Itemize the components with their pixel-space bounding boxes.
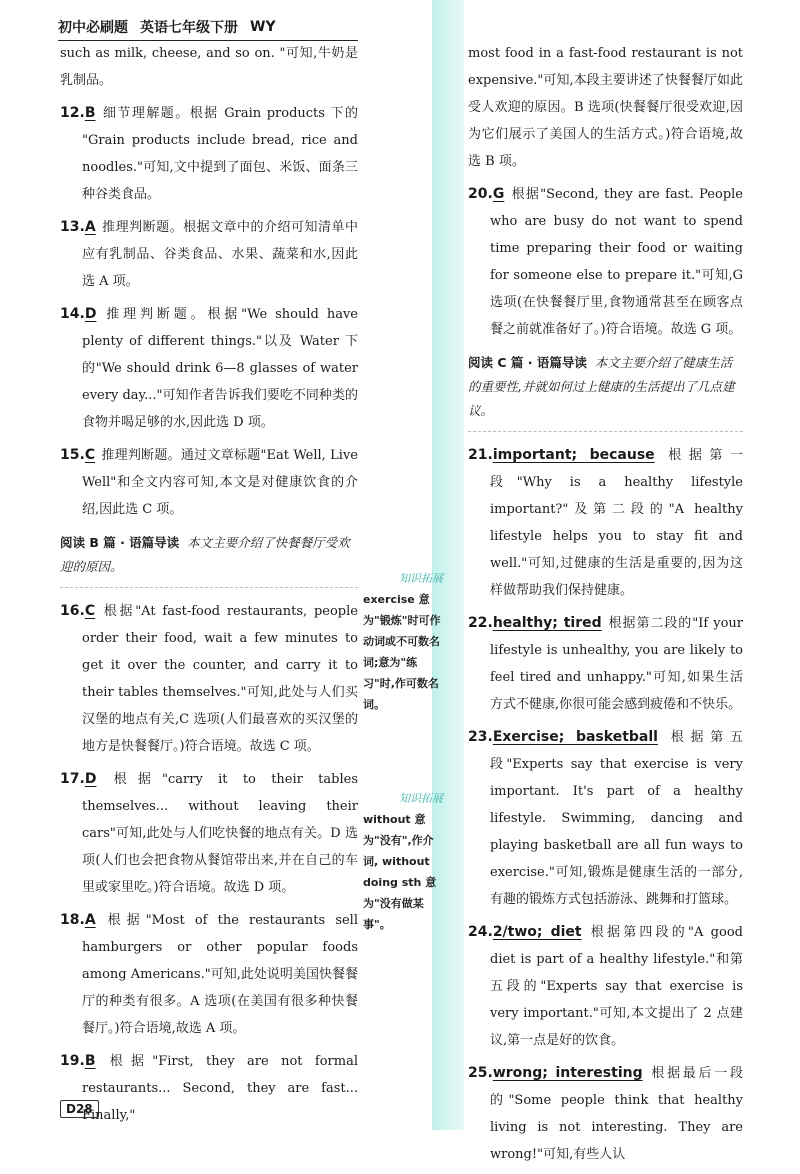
explanation: 根据第四段的"A good diet is part of a healthy lifestyle."和第五段的"Experts say that exercise is very important."可知,本文提出了 2 点建议,第一点是好的饮食。 — [490, 925, 743, 1048]
margin-sidebar — [432, 0, 464, 1130]
answer-key: A — [84, 219, 96, 235]
header-edition: WY — [250, 19, 276, 35]
answer-17: 17.D 根据"carry it to their tables themselves... without leaving their cars"可知,此处与人们吃快餐的地点有关。D 选项(人们也会把食物从餐馆带出来,并在自己的车里或家里吃。)符合语境。故选 D 项。 — [60, 771, 358, 895]
knowledge-note-exercise — [363, 568, 443, 715]
header-subject: 英语七年级下册 — [140, 20, 238, 36]
note-text: without 意为"没有",作介词, without doing sth 意为"没有做某事"。 — [363, 813, 437, 931]
explanation: 根据第二段的"If your lifestyle is unhealthy, you are likely to feel tired and unhappy."可知,如果生活方式不健康,你很可能会感到疲倦和不快乐。 — [490, 616, 743, 712]
answer-16: 16.C 根据"At fast-food restaurants, people order their food, wait a few minutes to get it over the counter, and carry it to their tables themselves."可知,此处与人们买汉堡的地点有关,C 选项(人们最喜欢的买汉堡的地方是快餐餐厅。)符合语境。故选 C 项。 — [60, 603, 358, 754]
answer-key: D — [84, 306, 97, 322]
right-column — [468, 40, 743, 1174]
answer-20: 20.G 根据"Second, they are fast. People who are busy do not want to spend time preparing their food or waiting for someone else to prepare it."可知,G 选项(在快餐餐厅里,食物通常甚至在顾客点餐之前就准备好了。)符合语境。故选 G 项。 — [468, 186, 743, 337]
answer-key: B — [84, 105, 96, 121]
answer-key: important; because — [492, 447, 655, 463]
page-header — [58, 14, 358, 41]
explanation: 根据第五段"Experts say that exercise is very important. It's part of a healthy lifestyle. Swimming, dancing and playing basketball are all fun ways to exercise."可知,锻炼是健康生活的一部分,有趣的锻炼方式包括游泳、跳舞和打篮球。 — [490, 730, 743, 907]
explanation: 根据"First, they are not formal restaurants... Second, they are fast... Finally," — [82, 1054, 358, 1123]
note-title: 知识拓展 — [399, 792, 443, 805]
answer-12: 12.B 细节理解题。根据 Grain products 下的 "Grain products include bread, rice and noodles."可知,文中提到了面包、米饭、面条三种谷类食品。 — [60, 105, 358, 202]
left-column — [60, 40, 358, 1135]
explanation: 推理判断题。根据文章中的介绍可知清单中应有乳制品、谷类食品、水果、蔬菜和水,因此选 A 项。 — [82, 220, 358, 289]
answer-key: Exercise; basketball — [492, 729, 658, 745]
reading-guide-b: 阅读 B 篇 · 语篇导读 本文主要介绍了快餐餐厅受欢迎的原因。 — [60, 531, 358, 588]
explanation: 细节理解题。根据 Grain products 下的 "Grain products include bread, rice and noodles."可知,文中提到了面包、米饭、面条三种谷类食品。 — [82, 106, 358, 202]
answer-23: 23.Exercise; basketball 根据第五段"Experts say that exercise is very important. It's part of a healthy lifestyle. Swimming, dancing and playing basketball are all fun ways to exercise."可知,锻炼是健康生活的一部分,有趣的锻炼方式包括游泳、跳舞和打篮球。 — [468, 729, 743, 907]
answer-13: 13.A 推理判断题。根据文章中的介绍可知清单中应有乳制品、谷类食品、水果、蔬菜和水,因此选 A 项。 — [60, 219, 358, 289]
answer-key: C — [84, 603, 96, 619]
explanation: 推理判断题。根据"We should have plenty of different things."以及 Water 下的"We should drink 6—8 glasses of water every day..."可知作者告诉我们要吃不同种类的食物并喝足够的水,因此选 D 项。 — [82, 307, 358, 430]
knowledge-note-without — [363, 788, 443, 935]
explanation: 根据第一段"Why is a healthy lifestyle important?"及第二段的"A healthy lifestyle helps you to stay fit and well."可知,过健康的生活是重要的,因为这样做帮助我们保持健康。 — [490, 448, 743, 598]
continued-text: such as milk, cheese, and so on. "可知,牛奶是乳制品。 — [60, 46, 358, 88]
explanation: 根据"carry it to their tables themselves... without leaving their cars"可知,此处与人们吃快餐的地点有关。D 选项(人们也会把食物从餐馆带出来,并在自己的车里或家里吃。)符合语境。故选 D 项。 — [82, 772, 358, 895]
explanation: 根据"Most of the restaurants sell hamburgers or other popular foods among Americans."可知,此处说明美国快餐餐厅的种类有很多。A 选项(在美国有很多种快餐餐厅。)符合语境,故选 A 项。 — [82, 913, 358, 1036]
reading-guide-c: 阅读 C 篇 · 语篇导读 本文主要介绍了健康生活的重要性,并就如何过上健康的生活提出了几点建议。 — [468, 351, 743, 432]
answer-key: G — [492, 186, 505, 202]
note-text: exercise 意为"锻炼"时可作动词或不可数名词;意为"练习"时,作可数名词。 — [363, 593, 441, 711]
answer-key: 2/two; diet — [492, 924, 582, 940]
explanation: 推理判断题。通过文章标题"Eat Well, Live Well"和全文内容可知,本文是对健康饮食的介绍,因此选 C 项。 — [82, 448, 358, 517]
answer-22: 22.healthy; tired 根据第二段的"If your lifestyle is unhealthy, you are likely to feel tired and unhappy."可知,如果生活方式不健康,你很可能会感到疲倦和不快乐。 — [468, 615, 743, 712]
page-number: D28 — [60, 1100, 99, 1118]
answer-25: 25.wrong; interesting 根据最后一段的"Some people think that healthy living is not interesting. They are wrong!"可知,有些人认 — [468, 1065, 743, 1162]
answer-19: 19.B 根据"First, they are not formal restaurants... Second, they are fast... Finally," — [60, 1053, 358, 1123]
answer-15: 15.C 推理判断题。通过文章标题"Eat Well, Live Well"和全文内容可知,本文是对健康饮食的介绍,因此选 C 项。 — [60, 447, 358, 517]
explanation: 根据"At fast-food restaurants, people order their food, wait a few minutes to get it over the counter, and carry it to their tables themselves."可知,此处与人们买汉堡的地点有关,C 选项(人们最喜欢的买汉堡的地方是快餐餐厅。)符合语境。故选 C 项。 — [82, 604, 358, 754]
continued-text: most food in a fast-food restaurant is not expensive."可知,本段主要讲述了快餐餐厅如此受人欢迎的原因。B 选项(快餐餐厅很受欢迎,因为它们展示了美国人的生活方式。)符合语境,故选 B 项。 — [468, 46, 743, 169]
answer-18: 18.A 根据"Most of the restaurants sell hamburgers or other popular foods among Americans."可知,此处说明美国快餐餐厅的种类有很多。A 选项(在美国有很多种快餐餐厅。)符合语境,故选 A 项。 — [60, 912, 358, 1036]
answer-14: 14.D 推理判断题。根据"We should have plenty of different things."以及 Water 下的"We should drink 6—8 glasses of water every day..."可知作者告诉我们要吃不同种类的食物并喝足够的水,因此选 D 项。 — [60, 306, 358, 430]
header-book: 初中必刷题 — [58, 20, 128, 36]
answer-key: C — [84, 447, 96, 463]
answer-key: healthy; tired — [492, 615, 602, 631]
answer-key: B — [84, 1053, 96, 1069]
answer-key: wrong; interesting — [492, 1065, 643, 1081]
note-title: 知识拓展 — [399, 572, 443, 585]
explanation: 根据最后一段的"Some people think that healthy living is not interesting. They are wrong!"可知,有些人认 — [490, 1066, 743, 1162]
answer-key: D — [84, 771, 97, 787]
answer-21: 21.important; because 根据第一段"Why is a healthy lifestyle important?"及第二段的"A healthy lifestyle helps you to stay fit and well."可知,过健康的生活是重要的,因为这样做帮助我们保持健康。 — [468, 447, 743, 598]
explanation: 根据"Second, they are fast. People who are busy do not want to spend time preparing their food or waiting for someone else to prepare it."可知,G 选项(在快餐餐厅里,食物通常甚至在顾客点餐之前就准备好了。)符合语境。故选 G 项。 — [490, 187, 743, 337]
answer-24: 24.2/two; diet 根据第四段的"A good diet is part of a healthy lifestyle."和第五段的"Experts say that exercise is very important."可知,本文提出了 2 点建议,第一点是好的饮食。 — [468, 924, 743, 1048]
answer-key: A — [84, 912, 96, 928]
